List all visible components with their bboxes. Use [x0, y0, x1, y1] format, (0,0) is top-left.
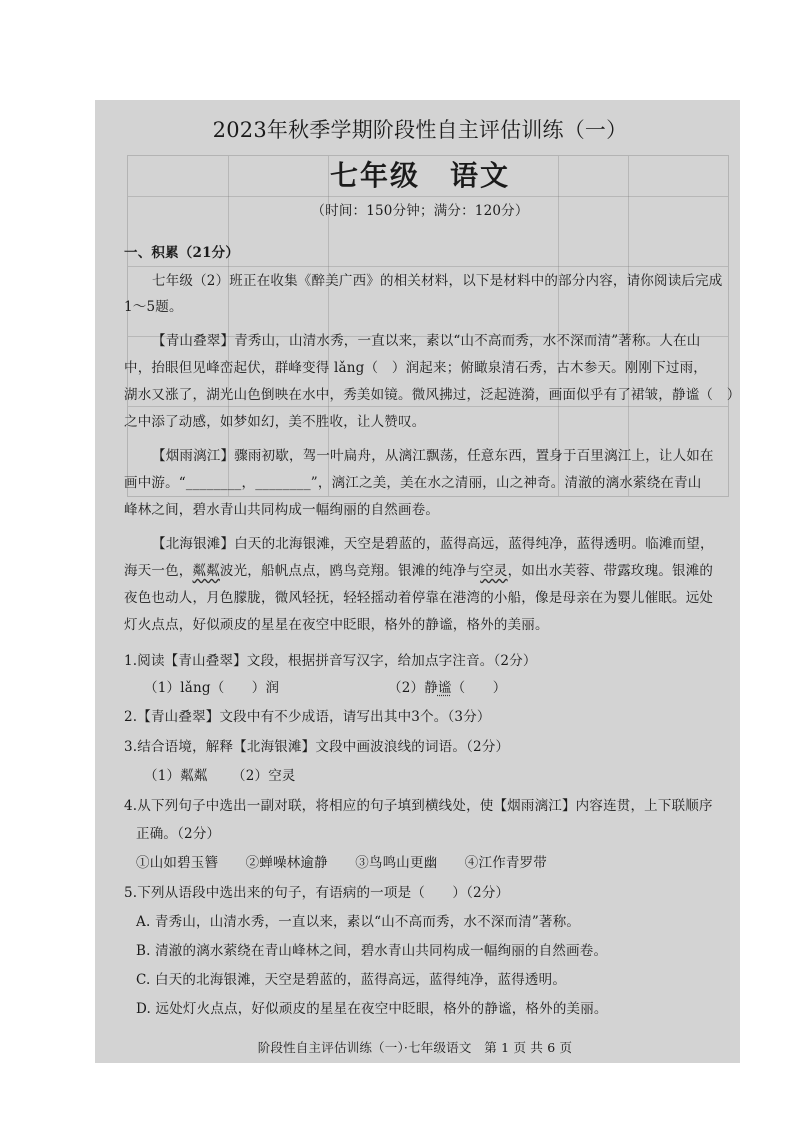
question-1-part-b	[388, 678, 506, 698]
time-info: （时间：150分钟；满分：120分）	[311, 203, 529, 219]
passage-line: 夜色也动人，月色朦胧，微风轻抚，轻轻摇动着停靠在港湾的小船，像是母亲在为婴儿催眠。远处	[124, 590, 714, 606]
question-1-part-a: （1）lǎng（ ）润	[144, 680, 280, 696]
passage-line	[124, 561, 713, 581]
option-c: C. 白天的北海银滩，天空是碧蓝的，蓝得高远，蓝得纯净，蓝得透明。	[136, 972, 567, 988]
section-heading: 一、积累（21分）	[124, 245, 240, 261]
passage-line: 中，抬眼但见峰峦起伏，群峰变得 lǎng（ ）润起来；俯瞰泉清石秀，古木参天。刚刚下过雨，	[124, 360, 707, 376]
exam-title: 2023年秋季学期阶段性自主评估训练（一）	[212, 118, 628, 142]
question-3-part-b: （2）空灵	[232, 768, 296, 784]
question-1: 1.阅读【青山叠翠】文段，根据拼音写汉字，给加点字注音。（2分）	[124, 653, 537, 669]
option-b: B. 清澈的漓水萦绕在青山峰林之间，碧水青山共同构成一幅绚丽的自然画卷。	[136, 943, 608, 959]
question-4-cont: 正确。（2分）	[136, 826, 221, 842]
passage-line: 【烟雨漓江】骤雨初歇，驾一叶扁舟，从漓江飘荡，任意东西，置身于百里漓江上，让人如在	[152, 448, 714, 464]
passage-line: 之中添了动感，如梦如幻，美不胜收，让人赞叹。	[124, 414, 426, 430]
intro-line: 七年级（2）班正在收集《醉美广西》的相关材料，以下是材料中的部分内容，请你阅读后完成	[152, 273, 723, 289]
intro-line: 1～5题。	[124, 299, 183, 315]
wavy-word: 空灵	[480, 563, 508, 579]
option-d: D. 远处灯火点点，好似顽皮的星星在夜空中眨眼，格外的静谧，格外的美丽。	[136, 1001, 608, 1017]
question-4-options: ①山如碧玉簪 ②蝉噪林逾静 ③鸟鸣山更幽 ④江作青罗带	[136, 855, 547, 871]
passage-line: 峰林之间，碧水青山共同构成一幅绚丽的自然画卷。	[124, 502, 440, 518]
question-2: 2.【青山叠翠】文段中有不少成语，请写出其中3个。（3分）	[124, 709, 491, 725]
wavy-word: 粼粼	[192, 563, 220, 579]
passage-line: 灯火点点，好似顽皮的星星在夜空中眨眼，格外的静谧，格外的美丽。	[124, 617, 549, 633]
passage-text: 波光，船帆点点，鸥鸟竞翔。银滩的纯净与	[219, 563, 481, 579]
answer-text: （2）静	[388, 680, 438, 696]
question-5: 5.下列从语段中选出来的句子，有语病的一项是（ ）（2分）	[124, 885, 510, 901]
question-3: 3.结合语境，解释【北海银滩】文段中画波浪线的词语。（2分）	[124, 739, 510, 755]
passage-line: 湖水又涨了，湖光山色倒映在水中，秀美如镜。微风拂过，泛起涟漪，画面似乎有了裙皱，静谧（ ）	[124, 387, 741, 403]
grade-subject: 七年级 语文	[329, 159, 510, 192]
passage-line: 画中游。“________，________”，漓江之美，美在水之清丽，山之神奇。清澈的漓水萦绕在青山	[124, 475, 702, 491]
passage-text: 海天一色，	[124, 563, 193, 579]
passage-line: 【青山叠翠】青秀山，山清水秀，一直以来，素以“山不高而秀，水不深而清”著称。人在山	[152, 333, 701, 349]
option-a: A. 青秀山，山清水秀，一直以来，素以“山不高而秀，水不深而清”著称。	[136, 914, 581, 930]
passage-line: 【北海银滩】白天的北海银滩，天空是碧蓝的，蓝得高远，蓝得纯净，蓝得透明。临滩而望，	[152, 536, 714, 552]
question-3-part-a: （1）粼粼	[144, 768, 208, 784]
answer-blank: （ ）	[451, 680, 507, 696]
dotted-char: 谧	[437, 680, 452, 696]
page-footer: 阶段性自主评估训练（一）·七年级语文 第 1 页 共 6 页	[257, 1040, 573, 1055]
passage-text: ，如出水芙蓉、带露玫瑰。银滩的	[507, 563, 714, 579]
question-4: 4.从下列句子中选出一副对联，将相应的句子填到横线处，使【烟雨漓江】内容连贯，上下联顺序	[124, 798, 713, 814]
